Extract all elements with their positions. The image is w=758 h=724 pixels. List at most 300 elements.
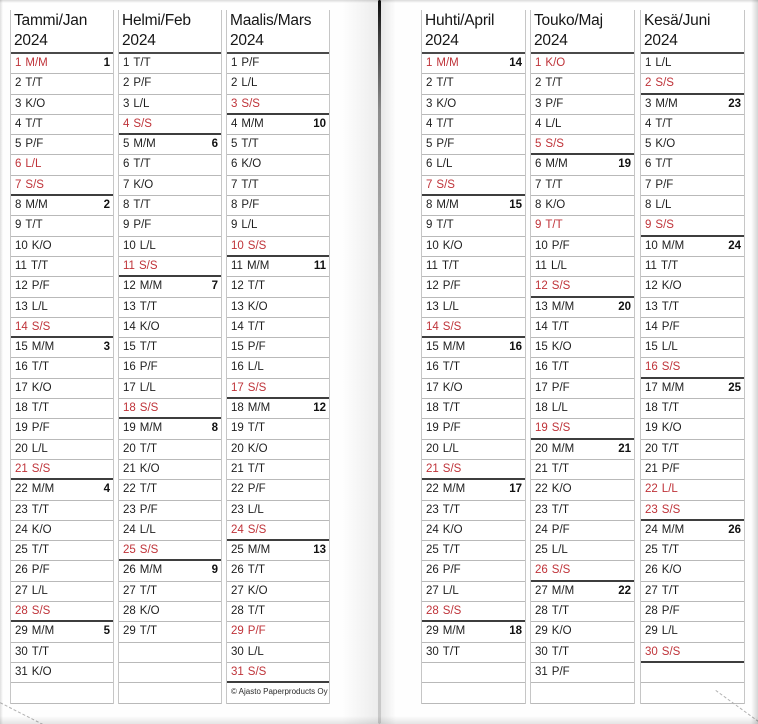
day-number: 23 <box>123 503 136 516</box>
weekday-label: M/M <box>25 199 48 212</box>
day-row <box>11 277 113 297</box>
weekday-label: L/L <box>25 158 42 171</box>
weekday-label: L/L <box>442 584 459 597</box>
day-row <box>11 257 113 277</box>
weekday-label: T/T <box>551 462 570 475</box>
weekday-label: P/F <box>133 77 152 90</box>
day-row <box>422 460 525 480</box>
weekday-label: P/F <box>241 57 260 69</box>
day-number: 12 <box>426 280 439 293</box>
weekday-label: M/M <box>551 584 575 597</box>
week-number: 19 <box>618 158 631 171</box>
weekday-label: T/T <box>436 219 454 232</box>
day-number: 29 <box>645 625 658 638</box>
day-row <box>227 95 329 115</box>
page-edge-top <box>0 0 758 3</box>
day-row <box>531 602 634 622</box>
day-row <box>119 602 221 622</box>
weekday-label: L/L <box>661 625 678 638</box>
month-header <box>119 10 221 52</box>
day-number: 24 <box>535 523 548 536</box>
day-number: 20 <box>231 442 244 455</box>
weekday-label: P/F <box>436 138 455 151</box>
weekday-label: T/T <box>551 361 570 374</box>
day-number: 2 <box>645 77 652 90</box>
day-number: 12 <box>535 280 548 293</box>
day-number: 24 <box>231 523 244 536</box>
day-row <box>641 216 744 236</box>
day-row <box>422 440 525 460</box>
weekday-label: P/F <box>442 422 461 435</box>
day-row <box>227 318 329 338</box>
day-row <box>227 643 329 663</box>
day-number: 26 <box>645 564 658 577</box>
day-row <box>531 338 634 358</box>
day-row <box>119 237 221 257</box>
day-number: 11 <box>231 259 243 272</box>
weekday-label: T/T <box>436 117 454 130</box>
day-number: 15 <box>535 341 548 354</box>
day-number: 11 <box>15 259 27 272</box>
day-number: 8 <box>231 199 238 212</box>
weekday-label: S/S <box>661 503 681 516</box>
day-row <box>641 338 744 358</box>
day-number: 22 <box>426 483 439 496</box>
day-row <box>227 460 329 480</box>
day-row <box>119 115 221 135</box>
day-row <box>422 521 525 541</box>
day-row <box>227 602 329 622</box>
day-number: 6 <box>535 158 542 171</box>
week-number: 15 <box>509 199 522 212</box>
day-number: 28 <box>123 605 136 618</box>
day-number: 6 <box>231 158 238 171</box>
day-number: 15 <box>426 341 439 354</box>
day-row <box>641 115 744 135</box>
day-number: 21 <box>231 462 244 475</box>
day-row <box>11 358 113 378</box>
month-column-huhti-april <box>421 10 526 704</box>
day-row <box>227 663 329 683</box>
day-row <box>119 95 221 115</box>
week-number: 4 <box>103 483 110 496</box>
day-row <box>227 561 329 581</box>
day-row <box>119 379 221 399</box>
weekday-label: T/T <box>442 544 461 557</box>
weekday-label: S/S <box>247 665 267 678</box>
weekday-label: M/M <box>655 97 678 110</box>
day-number: 29 <box>15 625 28 638</box>
day-row <box>422 277 525 297</box>
day-row <box>227 54 329 74</box>
day-row <box>641 419 744 439</box>
day-number: 27 <box>535 584 548 597</box>
day-row <box>227 115 329 135</box>
day-row <box>11 602 113 622</box>
day-row <box>422 95 525 115</box>
day-number: 21 <box>426 462 439 475</box>
weekday-label: M/M <box>247 402 271 415</box>
day-number: 17 <box>15 381 28 394</box>
day-row <box>641 521 744 541</box>
day-number: 13 <box>123 300 136 313</box>
day-row <box>422 338 525 358</box>
weekday-label: S/S <box>661 645 681 658</box>
weekday-label: T/T <box>241 138 259 151</box>
weekday-label: M/M <box>551 300 575 313</box>
day-rows <box>119 52 221 704</box>
day-number: 18 <box>426 402 439 415</box>
day-number: 7 <box>535 178 542 191</box>
weekday-label: K/O <box>139 320 160 333</box>
day-number: 6 <box>645 158 652 171</box>
day-row <box>422 399 525 419</box>
weekday-label: L/L <box>241 219 258 232</box>
day-row <box>11 561 113 581</box>
weekday-label: L/L <box>550 259 567 272</box>
day-row <box>641 399 744 419</box>
weekday-label: T/T <box>441 259 460 272</box>
weekday-label: T/T <box>442 402 461 415</box>
month-name: Helmi/Feb <box>122 12 191 29</box>
weekday-label: P/F <box>545 97 564 110</box>
day-number: 4 <box>123 117 130 130</box>
day-number: 30 <box>645 645 658 658</box>
weekday-label: P/F <box>442 564 461 577</box>
day-number: 27 <box>645 584 658 597</box>
weekday-label: T/T <box>247 462 266 475</box>
weekday-label: S/S <box>442 462 462 475</box>
day-number: 24 <box>426 523 439 536</box>
day-number: 1 <box>535 57 542 69</box>
month-year: 2024 <box>534 32 568 49</box>
day-row <box>11 399 113 419</box>
day-row <box>531 176 634 196</box>
weekday-label: K/O <box>247 300 268 313</box>
day-row <box>531 277 634 297</box>
day-row <box>641 176 744 196</box>
day-row <box>422 643 525 663</box>
day-row <box>531 196 634 216</box>
day-number: 17 <box>535 381 548 394</box>
weekday-label: M/M <box>661 239 685 252</box>
day-row <box>227 176 329 196</box>
month-column-helmi-feb <box>118 10 222 704</box>
day-row <box>119 257 221 277</box>
day-row <box>11 419 113 439</box>
weekday-label: P/F <box>247 625 266 638</box>
weekday-label: T/T <box>139 442 158 455</box>
day-row <box>227 480 329 500</box>
day-number: 23 <box>15 503 28 516</box>
day-row <box>11 582 113 602</box>
day-row <box>227 257 329 277</box>
weekday-label: P/F <box>551 523 570 536</box>
day-number: 8 <box>426 199 433 212</box>
day-number: 19 <box>231 422 244 435</box>
day-row <box>531 237 634 257</box>
week-number: 9 <box>211 564 218 577</box>
day-row <box>11 54 113 74</box>
day-row <box>531 95 634 115</box>
empty-row <box>119 683 221 703</box>
day-row <box>11 216 113 236</box>
weekday-label: K/O <box>436 97 457 110</box>
day-number: 23 <box>426 503 439 516</box>
day-row <box>531 521 634 541</box>
day-row <box>531 622 634 642</box>
day-number: 18 <box>123 402 136 415</box>
weekday-label: K/O <box>551 341 572 354</box>
day-row <box>11 643 113 663</box>
day-row <box>531 216 634 236</box>
weekday-label: M/M <box>442 483 466 496</box>
day-number: 23 <box>231 503 244 516</box>
day-number: 27 <box>15 584 28 597</box>
day-row <box>422 561 525 581</box>
day-row <box>641 602 744 622</box>
day-row <box>641 277 744 297</box>
day-rows <box>422 52 525 704</box>
day-row <box>531 379 634 399</box>
day-row <box>422 135 525 155</box>
weekday-label: S/S <box>545 138 564 151</box>
weekday-label: T/T <box>661 402 680 415</box>
weekday-label: T/T <box>139 483 158 496</box>
day-row <box>227 298 329 318</box>
day-row <box>119 480 221 500</box>
day-number: 18 <box>645 402 658 415</box>
day-row <box>227 521 329 541</box>
weekday-label: P/F <box>655 178 674 191</box>
weekday-label: L/L <box>661 341 678 354</box>
day-number: 1 <box>645 57 652 69</box>
day-number: 19 <box>123 422 136 435</box>
day-row <box>422 480 525 500</box>
day-row <box>641 541 744 561</box>
weekday-label: P/F <box>442 280 461 293</box>
day-row <box>531 643 634 663</box>
weekday-label: T/T <box>545 219 563 232</box>
day-number: 4 <box>535 117 542 130</box>
weekday-label: T/T <box>442 645 461 658</box>
day-number: 16 <box>535 361 548 374</box>
day-number: 28 <box>15 605 28 618</box>
day-number: 17 <box>645 381 658 394</box>
day-number: 5 <box>426 138 433 151</box>
weekday-label: T/T <box>661 442 680 455</box>
day-number: 27 <box>426 584 439 597</box>
day-number: 26 <box>15 564 28 577</box>
week-number: 12 <box>313 402 326 415</box>
weekday-label: L/L <box>551 544 568 557</box>
day-row <box>422 257 525 277</box>
day-number: 9 <box>645 219 652 232</box>
weekday-label: S/S <box>25 178 44 191</box>
weekday-label: P/F <box>661 320 680 333</box>
day-number: 22 <box>231 483 244 496</box>
day-row <box>227 155 329 175</box>
day-number: 28 <box>426 605 439 618</box>
weekday-label: M/M <box>31 483 55 496</box>
month-column-kesa-juni <box>640 10 745 704</box>
month-name: Huhti/April <box>425 12 495 29</box>
weekday-label: M/M <box>661 381 685 394</box>
day-row <box>11 155 113 175</box>
day-row <box>227 501 329 521</box>
weekday-label: L/L <box>139 523 156 536</box>
day-row <box>641 460 744 480</box>
weekday-label: L/L <box>241 77 258 90</box>
weekday-label: P/F <box>139 361 158 374</box>
day-row <box>531 582 634 602</box>
weekday-label: S/S <box>31 320 51 333</box>
day-number: 10 <box>645 239 658 252</box>
weekday-label: S/S <box>241 97 260 110</box>
weekday-label: K/O <box>661 422 682 435</box>
day-number: 24 <box>123 523 136 536</box>
day-row <box>531 663 634 683</box>
day-row <box>531 419 634 439</box>
month-year: 2024 <box>14 32 48 49</box>
day-number: 29 <box>231 625 244 638</box>
day-rows <box>641 52 744 704</box>
day-number: 19 <box>15 422 28 435</box>
day-number: 14 <box>123 320 136 333</box>
day-row <box>11 135 113 155</box>
day-row <box>11 298 113 318</box>
day-row <box>422 155 525 175</box>
day-number: 6 <box>15 158 22 171</box>
day-row <box>119 54 221 74</box>
empty-row <box>119 643 221 663</box>
weekday-label: T/T <box>442 503 461 516</box>
weekday-label: M/M <box>442 341 466 354</box>
day-number: 5 <box>123 138 130 151</box>
day-number: 25 <box>231 544 244 557</box>
weekday-label: T/T <box>661 300 680 313</box>
day-number: 27 <box>231 584 244 597</box>
day-row <box>641 74 744 94</box>
weekday-label: T/T <box>247 280 266 293</box>
weekday-label: P/F <box>133 219 152 232</box>
day-row <box>641 196 744 216</box>
day-row <box>11 237 113 257</box>
month-year: 2024 <box>122 32 156 49</box>
day-number: 19 <box>645 422 658 435</box>
day-number: 9 <box>15 219 22 232</box>
day-row <box>227 237 329 257</box>
day-number: 20 <box>645 442 658 455</box>
day-row <box>227 358 329 378</box>
weekday-label: P/F <box>661 462 680 475</box>
day-row <box>531 298 634 318</box>
day-number: 2 <box>123 77 130 90</box>
day-number: 10 <box>535 239 548 252</box>
day-number: 4 <box>645 117 652 130</box>
weekday-label: T/T <box>31 645 50 658</box>
weekday-label: S/S <box>31 462 51 475</box>
day-row <box>11 196 113 216</box>
weekday-label: K/O <box>31 381 52 394</box>
day-row <box>641 54 744 74</box>
day-row <box>422 298 525 318</box>
day-row <box>531 115 634 135</box>
week-number: 1 <box>103 57 110 69</box>
day-row <box>119 561 221 581</box>
weekday-label: T/T <box>545 178 563 191</box>
day-row <box>119 74 221 94</box>
day-row <box>119 216 221 236</box>
day-row <box>422 237 525 257</box>
day-number: 2 <box>535 77 542 90</box>
day-row <box>119 135 221 155</box>
weekday-label: S/S <box>31 605 51 618</box>
weekday-label: M/M <box>241 117 264 130</box>
day-number: 24 <box>645 523 658 536</box>
day-row <box>422 358 525 378</box>
weekday-label: T/T <box>442 361 461 374</box>
day-number: 19 <box>535 422 548 435</box>
day-row <box>119 318 221 338</box>
day-row <box>119 298 221 318</box>
day-number: 26 <box>535 564 548 577</box>
day-row <box>11 379 113 399</box>
day-row <box>119 541 221 561</box>
day-row <box>227 216 329 236</box>
week-number: 16 <box>509 341 522 354</box>
day-number: 21 <box>15 462 28 475</box>
weekday-label: T/T <box>25 117 43 130</box>
day-number: 5 <box>15 138 22 151</box>
weekday-label: K/O <box>31 665 52 678</box>
day-row <box>11 440 113 460</box>
day-row <box>641 257 744 277</box>
day-number: 3 <box>231 97 238 110</box>
weekday-label: T/T <box>31 503 50 516</box>
weekday-label: T/T <box>139 625 158 638</box>
day-number: 10 <box>426 239 439 252</box>
day-number: 3 <box>123 97 130 110</box>
weekday-label: T/T <box>247 320 266 333</box>
day-number: 29 <box>426 625 439 638</box>
weekday-label: M/M <box>545 158 568 171</box>
weekday-label: M/M <box>246 259 270 272</box>
weekday-label: L/L <box>436 158 453 171</box>
day-number: 4 <box>15 117 22 130</box>
day-number: 9 <box>426 219 433 232</box>
day-row <box>119 277 221 297</box>
empty-row <box>11 683 113 703</box>
weekday-label: K/O <box>31 239 52 252</box>
day-row <box>11 115 113 135</box>
day-number: 22 <box>123 483 136 496</box>
day-row <box>531 54 634 74</box>
weekday-label: P/F <box>31 564 50 577</box>
day-row <box>227 277 329 297</box>
day-row <box>422 501 525 521</box>
weekday-label: T/T <box>139 300 158 313</box>
day-row <box>119 155 221 175</box>
day-row <box>641 561 744 581</box>
weekday-label: T/T <box>25 77 43 90</box>
weekday-label: T/T <box>661 584 680 597</box>
weekday-label: K/O <box>442 239 463 252</box>
day-number: 9 <box>123 219 130 232</box>
day-number: 5 <box>231 138 238 151</box>
day-row <box>531 480 634 500</box>
day-row <box>119 196 221 216</box>
